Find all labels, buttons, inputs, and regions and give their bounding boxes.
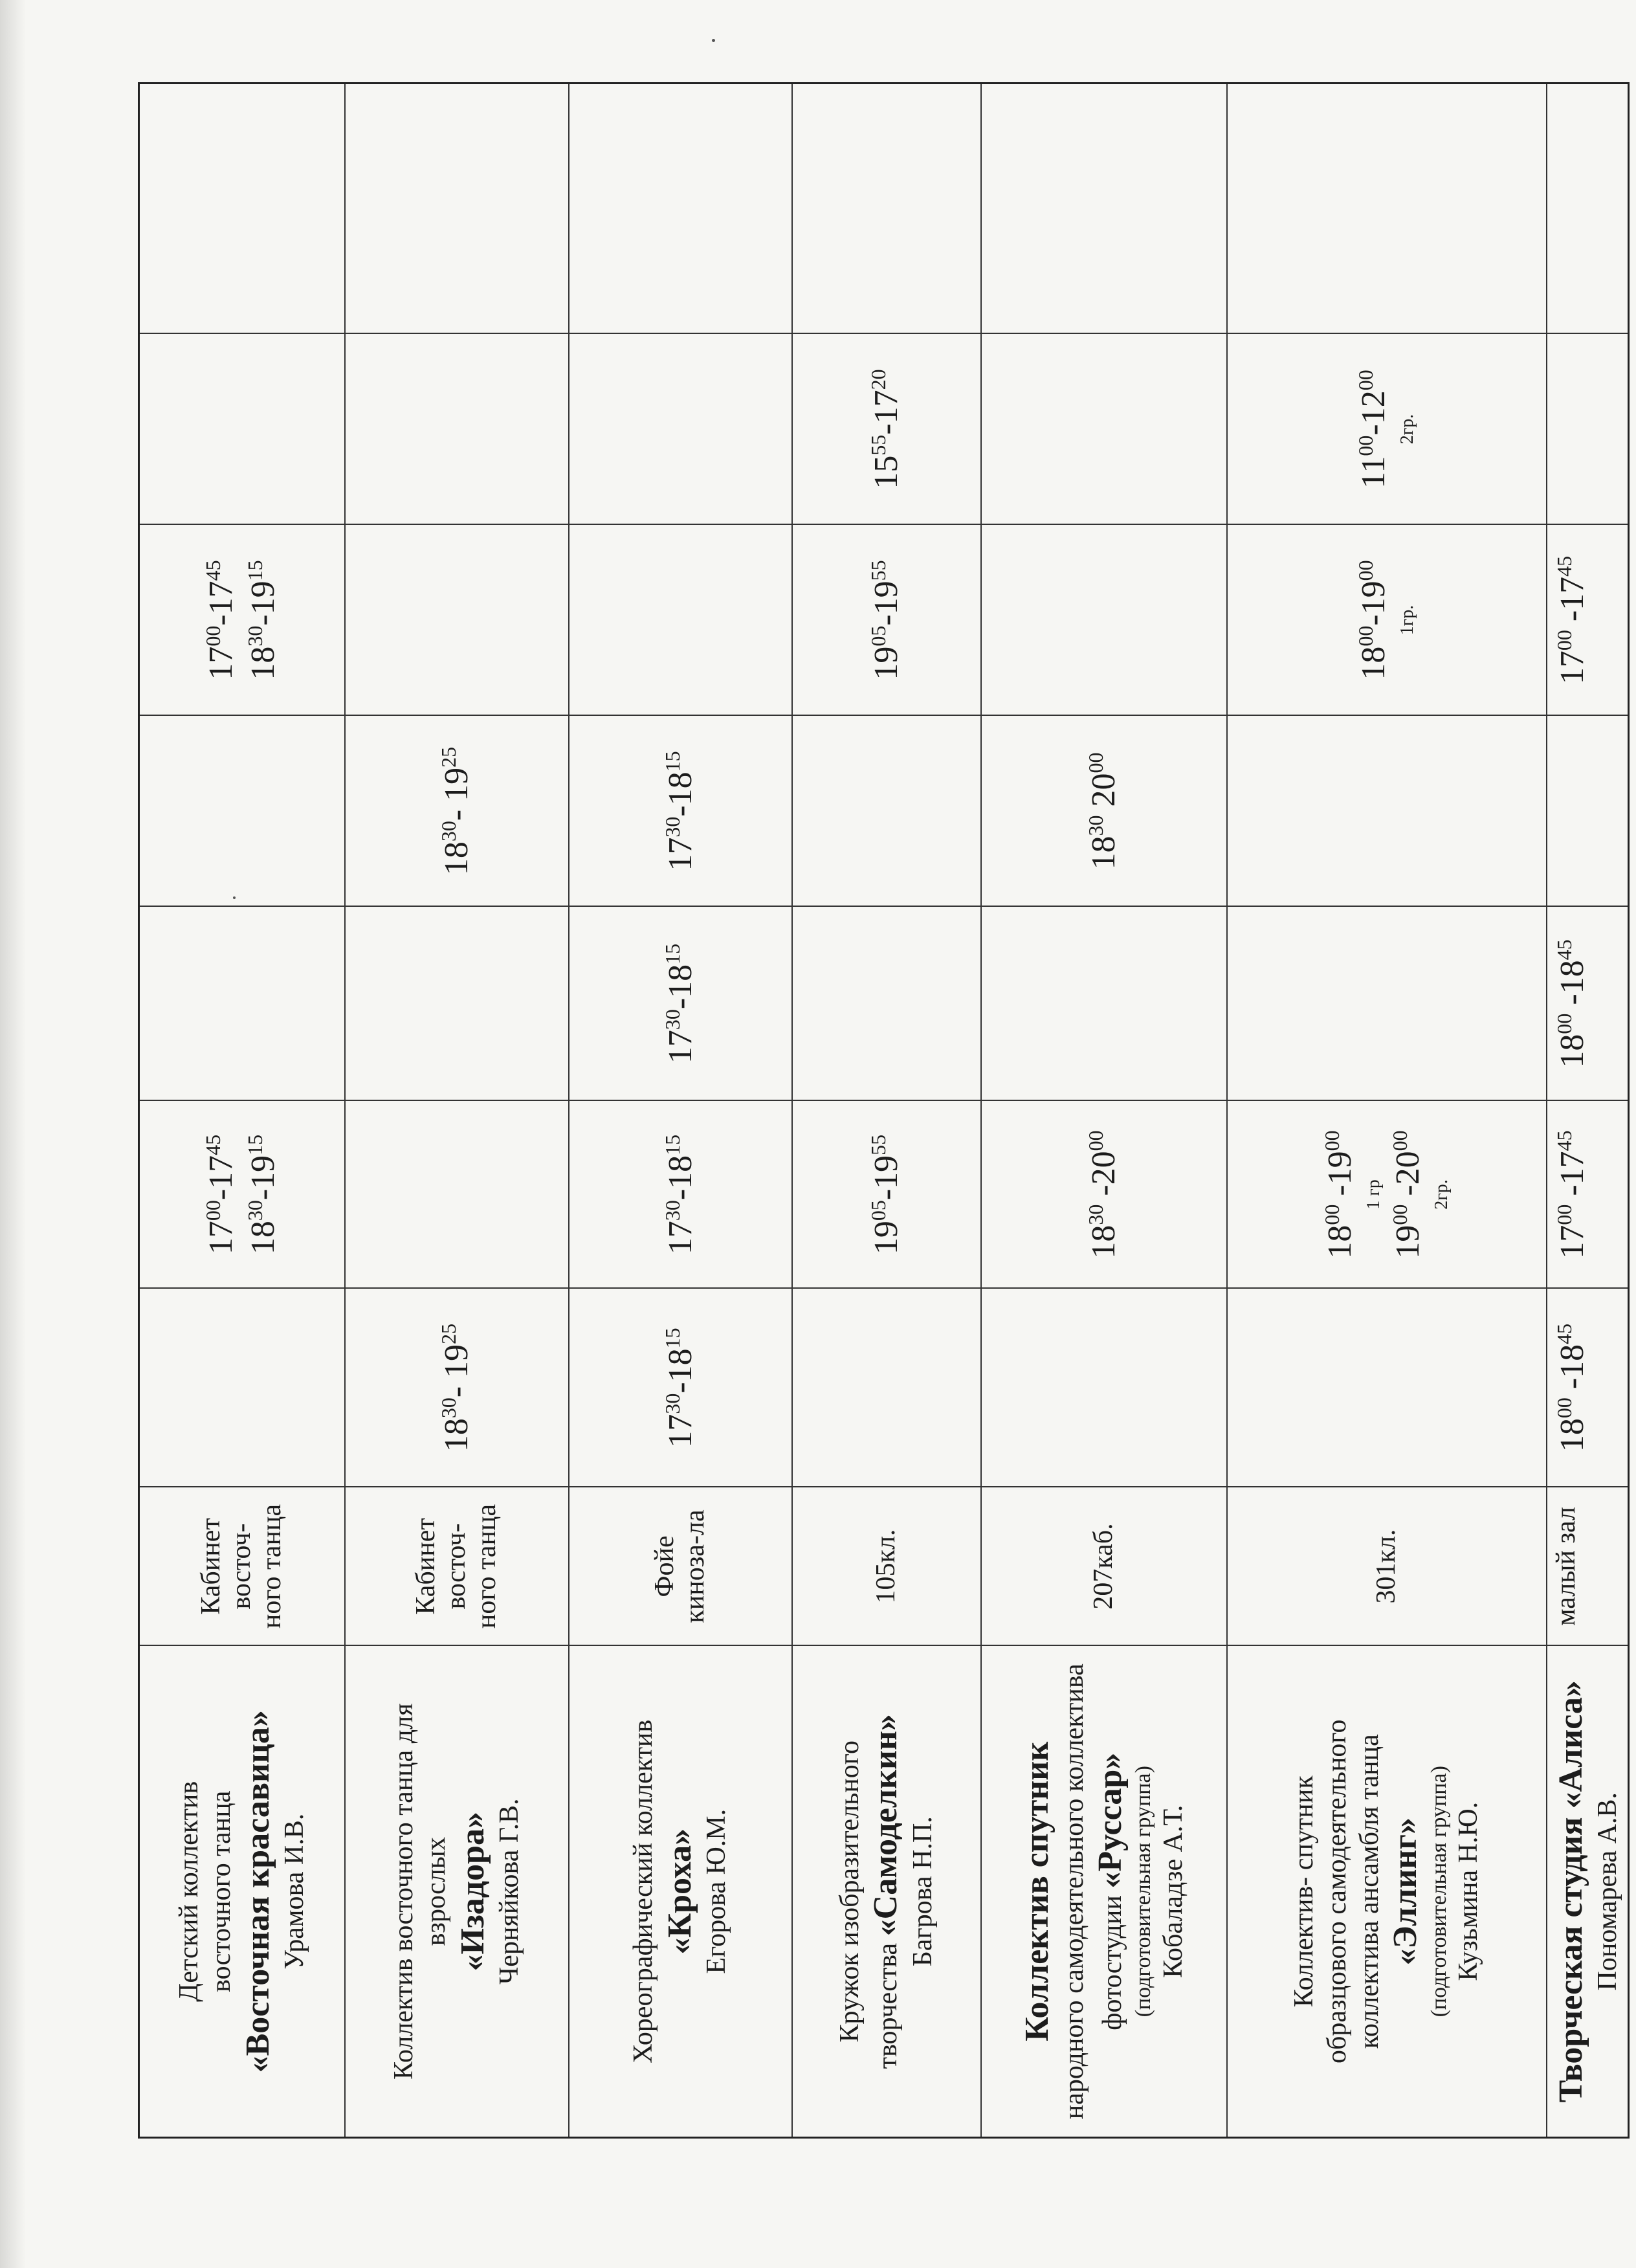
room-cell: малый зал bbox=[1547, 1487, 1629, 1646]
time-cell-day-2: $17^{00}$ $-17^{45}$ bbox=[1547, 1101, 1629, 1289]
group-name-cell: Коллектив спутник народного самодеятельного коллектива фотостудии «Руссар» (подготовительная группа) Кобаладзе А.Т. bbox=[981, 1646, 1227, 2138]
table-row bbox=[139, 83, 345, 2138]
time-cell-day-4 bbox=[1547, 716, 1629, 907]
time-cell-day-4 bbox=[139, 716, 345, 907]
time-cell-day-7 bbox=[792, 83, 981, 334]
time-cell-day-6 bbox=[345, 334, 569, 525]
time-cell-day-2: $17^{00}-17^{45}$ $18^{30}-19^{15}$ bbox=[139, 1101, 345, 1289]
room-cell: 301кл. bbox=[1227, 1487, 1547, 1646]
activity-schedule-table bbox=[138, 82, 1630, 2139]
time-cell-day-1 bbox=[792, 1289, 981, 1487]
time-cell-day-6 bbox=[139, 334, 345, 525]
time-cell-day-7 bbox=[1547, 83, 1629, 334]
table-row bbox=[981, 83, 1227, 2138]
time-cell-day-6 bbox=[569, 334, 792, 525]
room-cell: Кабинет восточ- ного танца bbox=[139, 1487, 345, 1646]
time-cell-day-2: $18^{30}$ $-20^{00}$ bbox=[981, 1101, 1227, 1289]
time-cell-day-3 bbox=[139, 907, 345, 1101]
time-cell-day-7 bbox=[981, 83, 1227, 334]
time-cell-day-7 bbox=[345, 83, 569, 334]
time-cell-day-4: $18^{30}$ $20^{00}$ bbox=[981, 716, 1227, 907]
room-cell: Кабинет восточ- ного танца bbox=[345, 1487, 569, 1646]
time-cell-day-4: $17^{30}-18^{15}$ bbox=[569, 716, 792, 907]
time-cell-day-1 bbox=[1227, 1289, 1547, 1487]
time-cell-day-2: $19^{05}-19^{55}$ bbox=[792, 1101, 981, 1289]
time-cell-day-3: $17^{30}-18^{15}$ bbox=[569, 907, 792, 1101]
time-cell-day-1 bbox=[981, 1289, 1227, 1487]
table-row bbox=[569, 83, 792, 2138]
table-row bbox=[792, 83, 981, 2138]
time-cell-day-2: $17^{30}-18^{15}$ bbox=[569, 1101, 792, 1289]
time-cell-day-5: $17^{00}$ $-17^{45}$ bbox=[1547, 525, 1629, 716]
time-cell-day-4 bbox=[1227, 716, 1547, 907]
time-cell-day-5 bbox=[981, 525, 1227, 716]
time-cell-day-1 bbox=[139, 1289, 345, 1487]
room-cell: 105кл. bbox=[792, 1487, 981, 1646]
time-cell-day-3 bbox=[345, 907, 569, 1101]
time-cell-day-4 bbox=[792, 716, 981, 907]
room-cell: 207каб. bbox=[981, 1487, 1227, 1646]
time-cell-day-3: $18^{00}$ $-18^{45}$ bbox=[1547, 907, 1629, 1101]
time-cell-day-1: $17^{30}-18^{15}$ bbox=[569, 1289, 792, 1487]
scan-dot bbox=[712, 39, 715, 42]
time-cell-day-1: $18^{30}-$ $19^{25}$ bbox=[345, 1289, 569, 1487]
time-cell-day-7 bbox=[569, 83, 792, 334]
time-cell-day-3 bbox=[792, 907, 981, 1101]
time-cell-day-4: $18^{30}-$ $19^{25}$ bbox=[345, 716, 569, 907]
time-cell-day-3 bbox=[1227, 907, 1547, 1101]
group-name-cell: Детский коллектив восточного танца «Восточная красавица» Урамова И.В. bbox=[139, 1646, 345, 2138]
time-cell-day-5 bbox=[345, 525, 569, 716]
time-cell-day-3 bbox=[981, 907, 1227, 1101]
group-name-cell: Кружок изобразительного творчества «Самоделкин» Багрова Н.П. bbox=[792, 1646, 981, 2138]
group-name-cell: Коллектив восточного танца для взрослых «Изадора» Черняйкова Г.В. bbox=[345, 1646, 569, 2138]
time-cell-day-2 bbox=[345, 1101, 569, 1289]
time-cell-day-7 bbox=[1227, 83, 1547, 334]
time-cell-day-6 bbox=[1547, 334, 1629, 525]
table-row bbox=[345, 83, 569, 2138]
scan-edge-shadow bbox=[0, 0, 26, 2268]
time-cell-day-6: $11^{00}-12^{00}$ 2гр. bbox=[1227, 334, 1547, 525]
group-name-cell: Хореографический коллектив «Кроха» Егорова Ю.М. bbox=[569, 1646, 792, 2138]
time-cell-day-6: $15^{55}-17^{20}$ bbox=[792, 334, 981, 525]
group-name-cell: Творческая студия «Алиса» Пономарева А.В. bbox=[1547, 1646, 1629, 2138]
time-cell-day-2: $18^{00}$ $-19^{00}$ 1 гр $19^{00}$ $-20^{00}$ 2гр. bbox=[1227, 1101, 1547, 1289]
time-cell-day-5: $17^{00}-17^{45}$ $18^{30}-19^{15}$ bbox=[139, 525, 345, 716]
time-cell-day-5: $19^{05}-19^{55}$ bbox=[792, 525, 981, 716]
group-name-cell: Коллектив- спутник образцового самодеятельного коллектива ансамбля танца «Эллинг» (подготовительная группа) Кузьмина Н.Ю. bbox=[1227, 1646, 1547, 2138]
time-cell-day-6 bbox=[981, 334, 1227, 525]
room-cell: Фойе киноза-ла bbox=[569, 1487, 792, 1646]
table-row bbox=[1227, 83, 1547, 2138]
time-cell-day-1: $18^{00}$ $-18^{45}$ bbox=[1547, 1289, 1629, 1487]
time-cell-day-5: $18^{00}-19^{00}$ 1гр. bbox=[1227, 525, 1547, 716]
time-cell-day-7 bbox=[139, 83, 345, 334]
table-row bbox=[1547, 83, 1629, 2138]
time-cell-day-5 bbox=[569, 525, 792, 716]
rotated-schedule-container bbox=[138, 84, 1626, 2139]
